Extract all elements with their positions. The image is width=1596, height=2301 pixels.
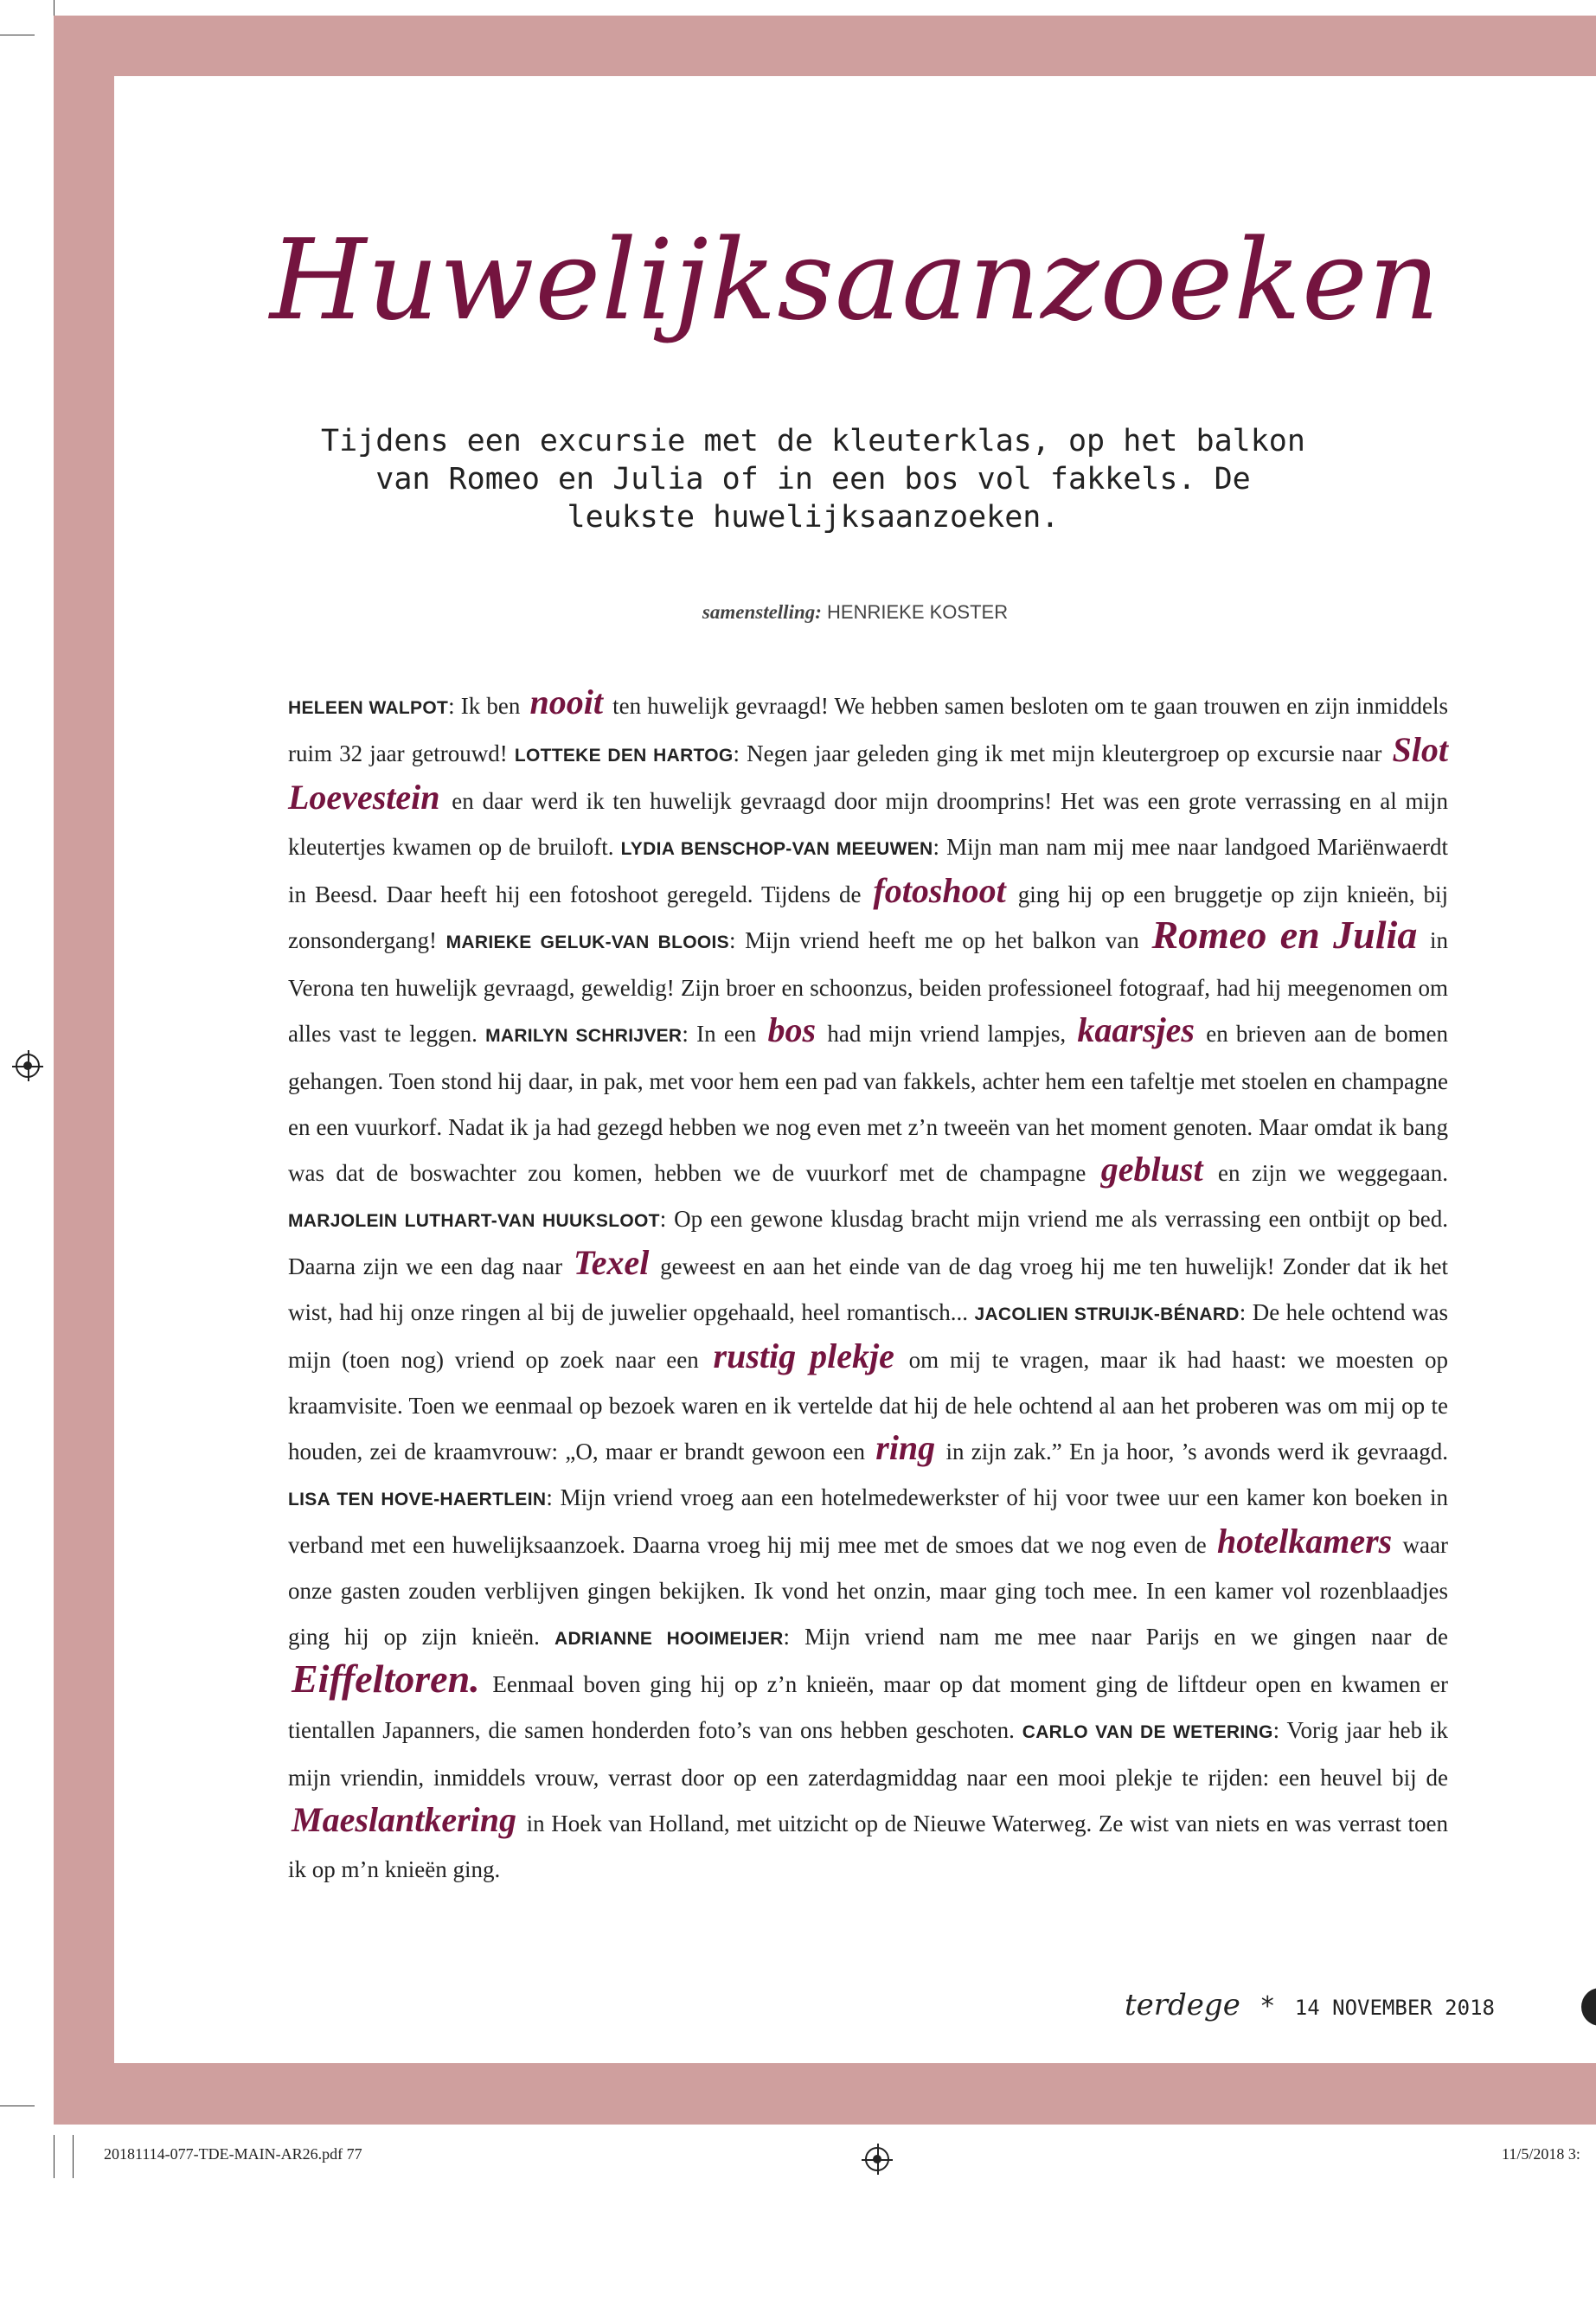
highlight-keyword: Romeo en Julia bbox=[1151, 913, 1418, 957]
article-text: geweest en aan het einde van de dag vroeg hij me ten huwelijk! Zonder dat ik het wist, had hij onze ringen al bij de juwelier opgehaald, heel romantisch... bbox=[288, 1253, 1448, 1325]
article-text: en brieven aan de bomen gehangen. Toen stond hij daar, in pak, met voor hem een pad van fakkels, achter hem een tafeltje met stoelen en champagne en een vuurkorf. Nadat ik ja had gezegd hebben we nog even met z’n tweeën van het moment genoten. Maar omdat ik bang was dat de boswachter zou komen, hebben we de vuurkorf met de champagne bbox=[288, 1021, 1448, 1186]
highlight-keyword: kaarsjes bbox=[1077, 1010, 1195, 1049]
separator-star-icon: * bbox=[1259, 1991, 1276, 2022]
print-slug-file: 20181114-077-TDE-MAIN-AR26.pdf 77 bbox=[104, 2145, 362, 2163]
highlight-keyword: Maeslantkering bbox=[292, 1800, 517, 1839]
article-text: en daar werd ik ten huwelijk gevraagd door mijn droomprins! Het was een grote verrassing en al mijn kleutertjes kwamen op de bruiloft. bbox=[288, 788, 1448, 860]
article-text: : Negen jaar geleden ging ik met mijn kleutergroep op excursie naar bbox=[733, 740, 1389, 766]
article-text: en zijn we weggegaan. bbox=[1206, 1160, 1448, 1186]
highlight-keyword: hotelkamers bbox=[1216, 1522, 1393, 1561]
contributor-name: MARIEKE GELUK-VAN BLOOIS bbox=[445, 933, 729, 952]
registration-mark-icon bbox=[865, 2147, 889, 2171]
highlight-keyword: ring bbox=[875, 1428, 936, 1467]
byline-label: samenstelling: bbox=[702, 601, 822, 623]
article-text: : De hele ochtend was mijn (toen nog) vriend op zoek naar een bbox=[288, 1299, 1448, 1373]
article-text: in zijn zak.” En ja hoor, ’s avonds werd ik gevraagd. bbox=[939, 1439, 1448, 1465]
page-title: Huwelijksaanzoeken bbox=[269, 216, 1441, 345]
contributor-name: CARLO VAN DE WETERING bbox=[1022, 1722, 1273, 1742]
highlight-keyword: rustig plekje bbox=[713, 1336, 894, 1375]
article-text: : Mijn vriend vroeg aan een hotelmedewerkster of hij voor twee uur een kamer kon boeken in verband met een huwelijksaanzoek. Daarna vroeg hij mij mee met de smoes dat we nog even de bbox=[288, 1484, 1449, 1558]
article-body bbox=[288, 683, 1448, 1893]
article-text: in Hoek van Holland, met uitzicht op de Nieuwe Waterweg. Ze wist van niets en was verrast toen ik op m’n knieën ging. bbox=[288, 1811, 1448, 1882]
article-text: : In een bbox=[682, 1021, 765, 1047]
highlight-keyword: Slot Loevestein bbox=[288, 730, 1448, 817]
print-slug-date: 11/5/2018 3: bbox=[1502, 2145, 1580, 2163]
issue-date: 14 NOVEMBER 2018 bbox=[1294, 1996, 1495, 2020]
article-text: : Mijn man nam mij mee naar landgoed Mariënwaerdt in Beesd. Daar heeft hij een fotoshoot geregeld. Tijdens de bbox=[288, 834, 1449, 907]
article-text: waar onze gasten zouden verblijven gingen bekijken. Ik vond het onzin, maar ging toch mee. In een kamer vol rozenblaadjes ging hij op zijn knieën. bbox=[288, 1532, 1448, 1650]
contributor-name: HELEEN WALPOT bbox=[288, 698, 449, 718]
article-text: : Mijn vriend heeft me op het balkon van bbox=[728, 927, 1149, 953]
registration-mark-icon bbox=[16, 1054, 40, 1078]
article-text: : Mijn vriend nam me mee naar Parijs en we gingen naar de bbox=[783, 1624, 1448, 1650]
crop-mark bbox=[73, 2135, 74, 2178]
contributor-name: LOTTEKE DEN HARTOG bbox=[514, 746, 734, 766]
magazine-name: terdege bbox=[1125, 1988, 1240, 2022]
contributor-name: MARILYN SCHRIJVER bbox=[485, 1026, 683, 1046]
contributor-name: LISA TEN HOVE-HAERTLEIN bbox=[288, 1490, 547, 1509]
article-text: om mij te vragen, maar ik had haast: we moesten op kraamvisite. Toen we eenmaal op bezoek waren en ik vertelde dat hij de hele ochtend al aan het proberen was om mij op te houden, zei de kraamvrouw: „O, maar er brandt gewoon een bbox=[288, 1347, 1448, 1465]
byline-author: HENRIEKE KOSTER bbox=[827, 601, 1009, 623]
article-text: : Ik ben bbox=[448, 693, 527, 719]
contributor-name: ADRIANNE HOOIMEIJER bbox=[554, 1629, 784, 1649]
highlight-keyword: Eiffeltoren. bbox=[292, 1657, 480, 1701]
contributor-name: LYDIA BENSCHOP-VAN MEEUWEN bbox=[620, 839, 933, 859]
highlight-keyword: Texel bbox=[573, 1243, 650, 1282]
intro-text: Tijdens een excursie met de kleuterklas, op het balkon van Romeo en Julia of in een bos vol fakkels. De leukste huwelijksaanzoeken. bbox=[321, 424, 1305, 535]
article-text: ten huwelijk gevraagd! We hebben samen besloten om te gaan trouwen en zijn inmiddels ruim 32 jaar getrouwd! bbox=[288, 693, 1448, 766]
highlight-keyword: bos bbox=[767, 1010, 817, 1049]
article-text: : Op een gewone klusdag bracht mijn vriend me als verrassing een ontbijt op bed. Daarna zijn we een dag naar bbox=[288, 1206, 1448, 1279]
highlight-keyword: geblust bbox=[1100, 1150, 1203, 1189]
byline bbox=[114, 601, 1596, 624]
article-text: had mijn vriend lampjes, bbox=[819, 1021, 1074, 1047]
highlight-keyword: nooit bbox=[529, 683, 604, 721]
contributor-name: JACOLIEN STRUIJK-BÉNARD bbox=[974, 1304, 1240, 1324]
article-text: Eenmaal boven ging hij op z’n knieën, maar op dat moment ging de liftdeur open en kwamen er tientallen Japanners, die samen honderden foto’s van ons hebben geschoten. bbox=[288, 1671, 1448, 1743]
article-text: in Verona ten huwelijk gevraagd, geweldig! Zijn broer en schoonzus, beiden professioneel fotograaf, had hij meegenomen om alles vast te leggen. bbox=[288, 927, 1449, 1047]
contributor-name: MARJOLEIN LUTHART-VAN HUUKSLOOT bbox=[288, 1211, 660, 1231]
highlight-keyword: fotoshoot bbox=[873, 871, 1006, 910]
article-text: : Vorig jaar heb ik mijn vriendin, inmiddels vrouw, verrast door op een zaterdagmiddag naar een mooi plekje te rijden: een heuvel bij de bbox=[288, 1717, 1448, 1791]
article-text: ging hij op een bruggetje op zijn knieën, bij zonsondergang! bbox=[288, 881, 1448, 953]
page-footer bbox=[1125, 1988, 1522, 2022]
